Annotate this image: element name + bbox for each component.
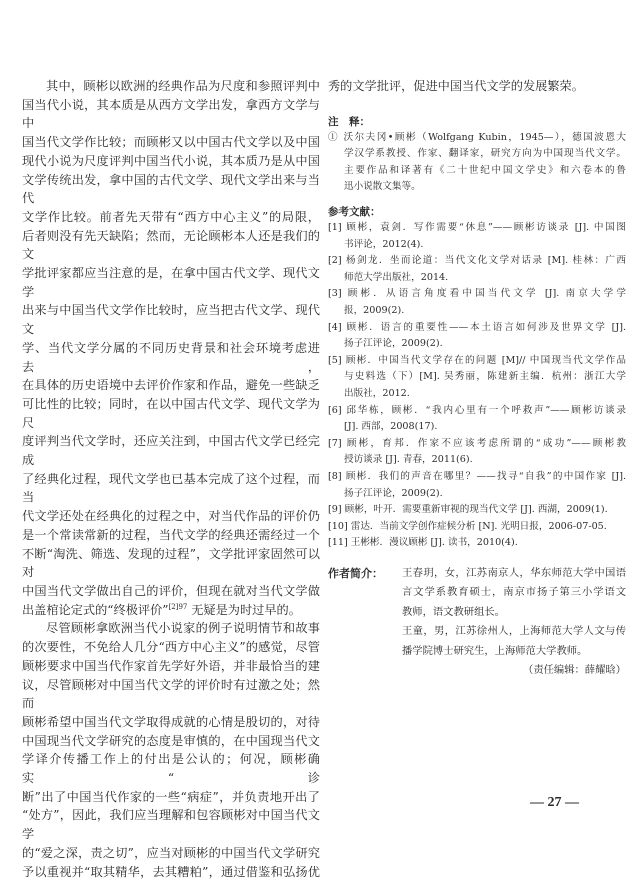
reference-item [328,519,626,536]
notes-list [328,130,626,196]
body-text-line: 在具体的历史语境中去评价作家和作品，避免一些缺乏 [22,378,320,393]
body-text-line: 文学传统出发，拿中国的古代文学、现代文学出来与当代 [22,172,320,206]
reference-item [328,320,626,353]
reference-item [328,469,626,502]
body-text-line: 秀的文学批评，促进中国当代文学的发展繁荣。 [328,79,584,93]
body-text-line: 代文学还处在经典化的过程之中，对当代作品的评价仍 [22,509,320,524]
body-text-line: 的“爱之深，责之切”，应当对顾彬的中国当代文学研究 [22,845,320,860]
author-bio-line: 播学院博士研究生，上海师范大学教师。 [402,644,588,657]
page-number: — 27 — [530,795,579,810]
body-text-line: “处方”，因此，我们应当理解和包容顾彬对中国当代文学 [22,808,320,842]
reference-line: 与史料选（下）[M]. 吴秀丽，陈建新主编．杭州：浙江大学 [344,371,626,383]
reference-line: [2] 杨剑龙．坐而论道：当代文化文学对话录 [M]. 桂林：广西 [328,255,626,267]
reference-line: [10] 雷达．当前文学创作症候分析 [N]. 光明日报，2006-07-05. [328,520,607,532]
body-text-line: 的次要性，不免给人几分“西方中心主义”的感觉，尽管 [22,640,320,655]
reference-line: [9] 顾彬，叶开．需要重新审视的现当代文学 [J]. 西湖，2009(1). [328,504,608,516]
editor-credit: （责任编辑：薛耀晗） [523,664,626,677]
body-text-line: 国当代小说，其本质是从西方文学出发，拿西方文学与中 [22,97,320,131]
reference-line: 师范大学出版社，2014. [344,271,449,283]
body-text-line: 文学作比较。前者先天带有“西方中心主义”的局限， [22,209,320,224]
body-text-line: 议，尽管顾彬对中国当代文学的评价时有过激之处；然而 [22,677,320,711]
body-text-line: 可比性的比较；同时，在以中国古代文学、现代文学为尺 [22,396,320,430]
reference-line: [J]. 西部，2008(17). [344,421,438,433]
references-list [328,220,626,552]
line-text: 无疑是为时过早的。 [187,602,301,617]
body-text-line: 学批评家都应当注意的是，在拿中国古代文学、现代文学 [22,266,320,299]
reference-line: 报，2009(2). [344,305,405,317]
citation-superscript: [2]97 [168,602,188,611]
body-text-line: 中国当代文学做出自己的评价，但现在就对当代文学做 [22,583,320,598]
reference-line: [6] 邱华栋，顾彬．“我内心里有一个呼救声”——顾彬访谈录 [328,404,626,416]
body-text-line: 学译介传播工作上的付出是公认的；何况，顾彬确实“诊 [22,752,320,786]
author-bio-line: 王春玥，女，江苏南京人，华东师范大学中国语 [402,566,626,579]
right-column [328,77,626,681]
body-text-line: 顾彬希望中国当代文学取得成就的心情是殷切的，对待 [22,714,320,729]
body-text-line: 出来与中国当代文学作比较时，应当把古代文学、现代文 [22,303,320,337]
line-text: 出盖棺论定式的“终极评价” [22,602,169,617]
author-bio-line: 教师，语文教研组长。 [402,605,505,618]
body-text-line: 度评判当代文学时，还应关注到，中国古代文学已经完成 [22,434,320,468]
note-line: 学汉学系教授、作家、翻译家，研究方向为中国现当代文学。 [344,148,626,160]
reference-line: [3] 顾彬．从语言角度看中国当代文学 [J]. 南京大学学 [328,288,626,300]
reference-line: 书评论，2012(4). [344,238,424,250]
reference-line: [7] 顾彬，育邦．作家不应该考虑所谓的“成功”——顾彬教 [328,437,626,449]
reference-item [328,436,626,469]
reference-item [328,535,626,552]
body-text-line: 学、当代文学分属的不同历史背景和社会环境考虑进去， [22,340,320,374]
body-text-line: 断”出了中国当代作家的一些“病症”，并负责地开出了 [22,789,320,804]
left-column [22,77,320,881]
body-text-line: 尽管顾彬拿欧洲当代小说家的例子说明情节和故事 [46,621,320,636]
reference-item [328,403,626,436]
notes-heading: 注 释： [328,115,370,128]
body-text-line [22,601,320,620]
note-line: 迅小说散文集等。 [344,181,421,193]
reference-item [328,253,626,286]
body-text-line: 现代小说为尺度评判中国当代小说，其本质乃是从中国 [22,153,320,168]
reference-item [328,353,626,403]
body-text-line: 中国现当代文学研究的态度是审慎的，在中国现当代文 [22,733,320,748]
reference-item [328,286,626,319]
reference-line: [11] 王彬彬．漫议顾彬 [J]. 读书，2010(4). [328,537,518,549]
references-heading: 参考文献： [328,206,381,219]
author-bio-heading: 作者简介： [328,566,383,580]
body-text-line: 予以重视并“取其精华，去其糟粕”，通过借鉴和弘扬优 [22,864,320,879]
reference-line: [5] 顾彬．中国当代文学存在的问题 [M]// 中国现当代文学作品 [328,354,626,366]
note-line: 主要作品和译著有《二十世纪中国文学史》和六卷本的鲁 [344,164,626,176]
body-text-line: 顾彬要求中国当代作家首先学好外语，并非最恰当的建 [22,658,320,673]
reference-item [328,220,626,253]
reference-line: [8] 顾彬．我们的声音在哪里？——找寻“自我”的中国作家 [J]. [328,470,626,482]
body-text-line: 后者则没有先天缺陷；然而，无论顾彬本人还是我们的文 [22,228,320,262]
author-bio [328,564,626,681]
reference-line: 出版社，2012. [344,388,410,400]
body-text-line: 其中，顾彬以欧洲的经典作品为尺度和参照评判中 [46,79,320,93]
paragraph-continuation [328,77,626,96]
reference-line: 扬子江评论，2009(2). [344,487,443,499]
reference-line: 扬子江评论，2009(2). [344,338,443,350]
body-text-line: 了经典化过程，现代文学也已基本完成了这个过程，而当 [22,471,320,505]
reference-line: 授访谈录 [J]. 青春，2011(6). [344,454,473,466]
author-bio-line: 言文学系教育硕士，南京市扬子第三小学语文 [402,586,626,599]
reference-item [328,502,626,519]
body-text-line: 是一个常读常新的过程，当代文学的经典还需经过一个 [22,527,320,542]
author-bio-line: 王童，男，江苏徐州人，上海师范大学人文与传 [402,625,626,638]
body-text-line: 国当代文学作比较；而顾彬又以中国古代文学以及中国 [22,135,320,150]
reference-line: [1] 顾彬，袁剑．写作需要“休息”——顾彬访谈录 [J]. 中国图 [328,222,626,234]
note-line: ① 沃尔夫冈•顾彬（Wolfgang Kubin，1945—），德国波恩大 [328,131,626,143]
reference-line: [4] 顾彬．语言的重要性——本土语言如何涉及世界文学 [J]. [328,321,626,333]
body-text-line: 不断“淘洗、筛选、发现的过程”，文学批评家固然可以对 [22,546,320,580]
